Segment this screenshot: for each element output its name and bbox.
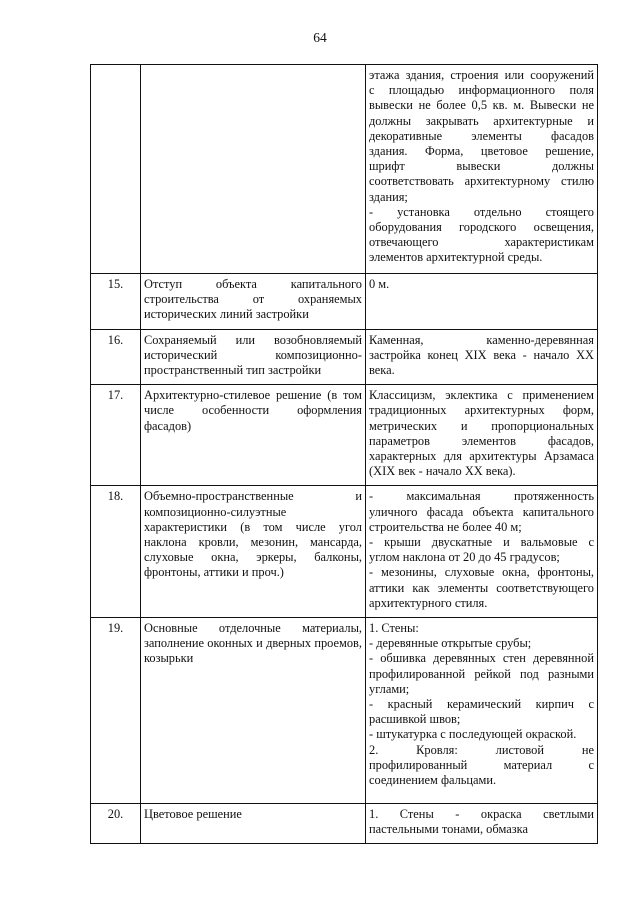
parameter-value [366,65,598,274]
value-line: века. [369,363,395,378]
value-line: вывески не более 0,5 кв. м. Вывески не [369,98,594,113]
value-line: Классицизм, эклектика с применением [369,388,594,403]
parameter-value [366,274,598,330]
value-line: - красный керамический кирпич с [369,697,594,712]
value-line: отвечающего характеристикам [369,235,594,250]
row-number: 16. [91,329,141,385]
value-line: - обшивка деревянных стен деревянной [369,651,594,666]
value-line: - крыши двускатные и вальмовые с [369,535,594,550]
table-row [91,618,598,804]
parameter-name: Основные отделочные материалы, заполнение оконных и дверных проемов, козырьки [141,618,366,804]
value-line: профилированный материал с [369,757,594,772]
parameter-value [366,804,598,844]
value-line: - установка отдельно стоящего [369,204,594,219]
parameter-name: Отступ объекта капитального строительства от охраняемых исторических линий застройки [141,274,366,330]
value-line: - деревянные открытые срубы; [369,636,532,651]
regulations-table [90,64,598,844]
value-line: традиционных архитектурных форм, [369,403,594,418]
value-line: расшивкой швов; [369,712,461,727]
value-line: здания. Форма, цветовое решение, [369,144,594,159]
value-line: углом наклона от 20 до 45 градусов; [369,550,560,565]
parameter-name: Сохраняемый или возобновляемый исторический композиционно-пространственный тип застройки [141,329,366,385]
value-line: архитектурного стиля. [369,595,488,610]
parameter-value [366,385,598,486]
table-row [91,65,598,274]
row-number: 19. [91,618,141,804]
value-line: элементов архитектурной среды. [369,250,543,265]
value-line: профилированной рейкой под разными [369,666,594,681]
value-line: 1. Стены: [369,621,419,636]
value-line: оборудования городского освещения, [369,220,594,235]
parameter-name: Цветовое решение [141,804,366,844]
table-row [91,274,598,330]
value-line: 1. Стены - окраска светлыми [369,807,594,822]
value-line: должны закрывать архитектурные и [369,113,594,128]
value-line: - максимальная протяженность [369,489,594,504]
value-line: застройка конец XIX века - начало XX [369,347,594,362]
parameter-name [141,65,366,274]
value-line: уличного фасада объекта капитального [369,504,594,519]
value-line: метрических и пропорциональных [369,418,594,433]
value-line: - штукатурка с последующей окраской. [369,727,577,742]
value-line: аттики как элементы соответствующего [369,580,594,595]
parameter-name: Объемно-пространственные и композиционно-силуэтные характеристики (в том числе угол наклона кровли, мезонин, мансарда, слуховые окна, эркеры, балконы, фронтоны, аттики и проч.) [141,486,366,618]
table-row [91,486,598,618]
page-number: 64 [313,30,327,45]
value-line: с площадью информационного поля [369,83,594,98]
value-line: декоративные элементы фасадов [369,128,594,143]
value-line: соответствовать архитектурному стилю [369,174,594,189]
value-line: (XIX век - начало XX века). [369,464,516,479]
value-line: характерных для архитектуры Арзамаса [369,449,594,464]
parameter-value [366,618,598,804]
value-line: здания; [369,189,408,204]
parameter-value [366,486,598,618]
value-line: углами; [369,681,410,696]
table-row [91,329,598,385]
value-line: - мезонины, слуховые окна, фронтоны, [369,565,594,580]
value-line: 2. Кровля: листовой не [369,742,594,757]
value-line: 0 м. [369,277,390,291]
table-row [91,804,598,844]
value-line: Каменная, каменно-деревянная [369,332,594,347]
table-row [91,385,598,486]
row-number: 17. [91,385,141,486]
value-line: соединением фальцами. [369,773,497,788]
value-line: этажа здания, строения или сооружений [369,68,594,82]
row-number: 20. [91,804,141,844]
value-line: шрифт вывески должны [369,159,594,174]
parameter-name: Архитектурно-стилевое решение (в том числе особенности оформления фасадов) [141,385,366,486]
value-line: строительства не более 40 м; [369,519,522,534]
row-number [91,65,141,274]
row-number: 15. [91,274,141,330]
row-number: 18. [91,486,141,618]
value-line: параметров элементов фасадов, [369,433,594,448]
parameter-value [366,329,598,385]
value-line: пастельными тонами, обмазка [369,822,529,837]
